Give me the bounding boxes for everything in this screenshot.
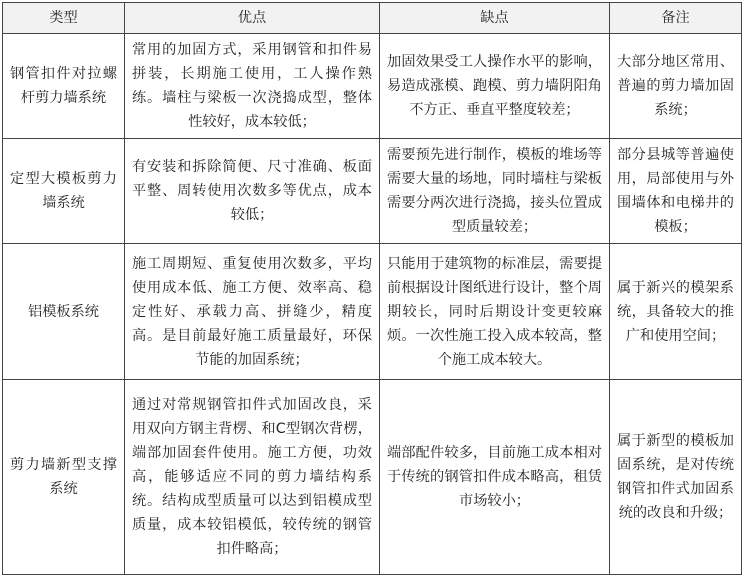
table-row <box>3 139 742 244</box>
cell-notes: 部分县城等普遍使用，局部使用与外围墙体和电梯井的模板； <box>610 139 742 244</box>
cell-disadvantages: 端部配件较多，目前施工成本相对于传统的钢管扣件成本略高，租赁市场较小； <box>380 379 610 574</box>
cell-type: 钢管扣件对拉螺杆剪力墙系统 <box>3 34 125 139</box>
header-type: 类型 <box>3 3 125 34</box>
cell-advantages: 常用的加固方式，采用钢管和扣件易拼装，长期施工使用，工人操作熟练。墙柱与梁板一次浇捣成型，整体性较好，成本较低； <box>125 34 380 139</box>
cell-type: 定型大模板剪力墙系统 <box>3 139 125 244</box>
table-row <box>3 244 742 380</box>
cell-type: 铝模板系统 <box>3 244 125 380</box>
comparison-table-container <box>2 2 741 575</box>
cell-advantages: 施工周期短、重复使用次数多，平均使用成本低、施工方便、效率高、稳定性好、承载力高、拼缝少，精度高。是目前最好施工质量最好，环保节能的加固系统； <box>125 244 380 380</box>
header-disadvantages: 缺点 <box>380 3 610 34</box>
cell-advantages: 有安装和拆除简便、尺寸准确、板面平整、周转使用次数多等优点，成本较低； <box>125 139 380 244</box>
cell-notes: 属于新兴的模架系统，具备较大的推广和使用空间； <box>610 244 742 380</box>
formwork-comparison-table <box>2 2 742 575</box>
cell-advantages: 通过对常规钢管扣件式加固改良，采用双向方钢主背楞、和C型钢次背楞，端部加固套件使用。施工方便，功效高，能够适应不同的剪力墙结构系统。结构成型质量可以达到铝模成型质量，成本较铝模低，较传统的钢管扣件略高； <box>125 379 380 574</box>
cell-disadvantages: 加固效果受工人操作水平的影响，易造成涨模、跑模、剪力墙阴阳角不方正、垂直平整度较差； <box>380 34 610 139</box>
cell-disadvantages: 只能用于建筑物的标准层，需要提前根据设计图纸进行设计，整个周期较长，同时后期设计变更较麻烦。一次性施工投入成本较高，整个施工成本较大。 <box>380 244 610 380</box>
cell-type: 剪力墙新型支撑系统 <box>3 379 125 574</box>
cell-disadvantages: 需要预先进行制作，模板的堆场等需要大量的场地，同时墙柱与梁板需要分两次进行浇捣，接头位置成型质量较差； <box>380 139 610 244</box>
table-row <box>3 379 742 574</box>
header-advantages: 优点 <box>125 3 380 34</box>
table-row <box>3 34 742 139</box>
table-header-row <box>3 3 742 34</box>
header-notes: 备注 <box>610 3 742 34</box>
cell-notes: 大部分地区常用、普遍的剪力墙加固系统； <box>610 34 742 139</box>
cell-notes: 属于新型的模板加固系统，是对传统钢管扣件式加固系统的改良和升级； <box>610 379 742 574</box>
